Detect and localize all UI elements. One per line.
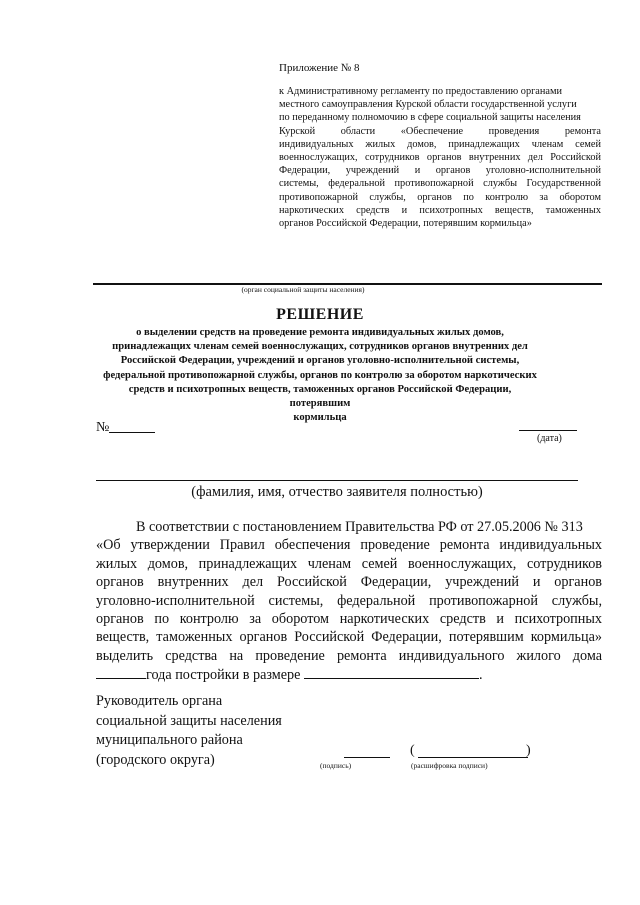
signatory-line: (городского округа) xyxy=(96,751,215,768)
number-label: № xyxy=(96,420,110,435)
decision-title: РЕШЕНИЕ xyxy=(276,306,364,323)
construction-year-field[interactable] xyxy=(96,665,146,679)
decode-open-paren: ( xyxy=(410,743,415,758)
decision-subtitle-line: принадлежащих членам семей военнослужащих, сотрудников органов внутренних дел xyxy=(112,341,528,353)
signatory-line: Руководитель органа xyxy=(96,693,223,709)
decision-subtitle-line: федеральной противопожарной службы, органов по контролю за оборотом наркотических xyxy=(103,369,537,381)
appendix-line: военнослужащих, сотрудников органов внутренних дел Российской xyxy=(279,152,601,164)
body-line: выделить средства на проведение ремонта индивидуального жилого дома xyxy=(96,647,602,664)
body-line-part: года постройки в размере xyxy=(146,667,301,684)
signature-caption: (подпись) xyxy=(320,761,352,770)
appendix-line: органов Российской Федерации, потерявшим кормильца» xyxy=(279,218,532,230)
appendix-line: к Административному регламенту по предоставлению органами xyxy=(279,86,562,97)
appendix-line: Курской области «Обеспечение проведения ремонта xyxy=(279,125,601,137)
decision-subtitle-line: о выделении средств на проведение ремонта индивидуальных жилых домов, xyxy=(136,327,504,338)
decision-subtitle-line: кормильца xyxy=(293,412,347,424)
decode-close-paren: ) xyxy=(526,743,531,758)
body-line: В соответствии с постановлением Правительства РФ от 27.05.2006 № 313 xyxy=(136,519,583,535)
appendix-line: наркотических средств и психотропных веществ, таможенных xyxy=(279,204,601,216)
body-line: органов внутренних дел Российской Федерации, учреждений и органов xyxy=(96,574,602,591)
appendix-line: местного самоуправления Курской области государственной услуги xyxy=(279,99,577,111)
date-field[interactable] xyxy=(519,430,577,431)
signatory-line: муниципального района xyxy=(96,732,243,749)
signatory-title xyxy=(96,692,282,770)
appendix-text xyxy=(279,85,601,230)
body-line: органов по контролю за оборотом наркотических средств и психотропных xyxy=(96,611,602,628)
decision-subtitle-line: средств и психотропных веществ, таможенных органов Российской Федерации, потерявшим xyxy=(128,383,512,410)
decision-subtitle-line: Российской Федерации, учреждений и органов уголовно-исполнительной системы, xyxy=(120,355,520,367)
applicant-name-field[interactable] xyxy=(96,480,578,481)
appendix-line: Федерации, учреждений и органов уголовно-исполнительной xyxy=(279,165,601,177)
body-line: уголовно-исполнительной системы, федеральной противопожарной службы, xyxy=(96,592,602,609)
signatory-line: социальной защиты населения xyxy=(96,712,282,729)
date-caption: (дата) xyxy=(537,433,562,444)
appendix-title: Приложение № 8 xyxy=(279,62,360,74)
body-line-end: . xyxy=(479,667,483,684)
organ-caption: (орган социальной защиты населения) xyxy=(241,285,365,294)
applicant-caption: (фамилия, имя, отчество заявителя полностью) xyxy=(191,484,483,500)
signature-field[interactable] xyxy=(344,757,390,758)
decision-subtitle xyxy=(100,326,540,425)
appendix-line: системы, федеральной противопожарной службы Государственной xyxy=(279,178,601,190)
decode-caption: (расшифровка подписи) xyxy=(411,761,488,770)
body-line: «Об утверждении Правил обеспечения проведение ремонта индивидуальных xyxy=(96,537,602,554)
number-field[interactable] xyxy=(109,432,155,433)
signature-decode-field[interactable] xyxy=(418,757,528,758)
body-line: жилых домов, принадлежащих членам семей военнослужащих, сотрудников xyxy=(96,555,602,572)
amount-field[interactable] xyxy=(304,665,479,679)
appendix-line: индивидуальных жилых домов, принадлежащих членам семей xyxy=(279,138,601,150)
appendix-line: противопожарной службы, органов по контролю за оборотом xyxy=(279,191,601,203)
body-last-line xyxy=(96,665,602,684)
appendix-line: по переданному полномочию в сфере социальной защиты населения xyxy=(279,112,581,124)
decision-body xyxy=(96,518,602,685)
body-line: веществ, таможенных органов Российской Федерации, потерявшим кормильца» xyxy=(96,629,602,646)
